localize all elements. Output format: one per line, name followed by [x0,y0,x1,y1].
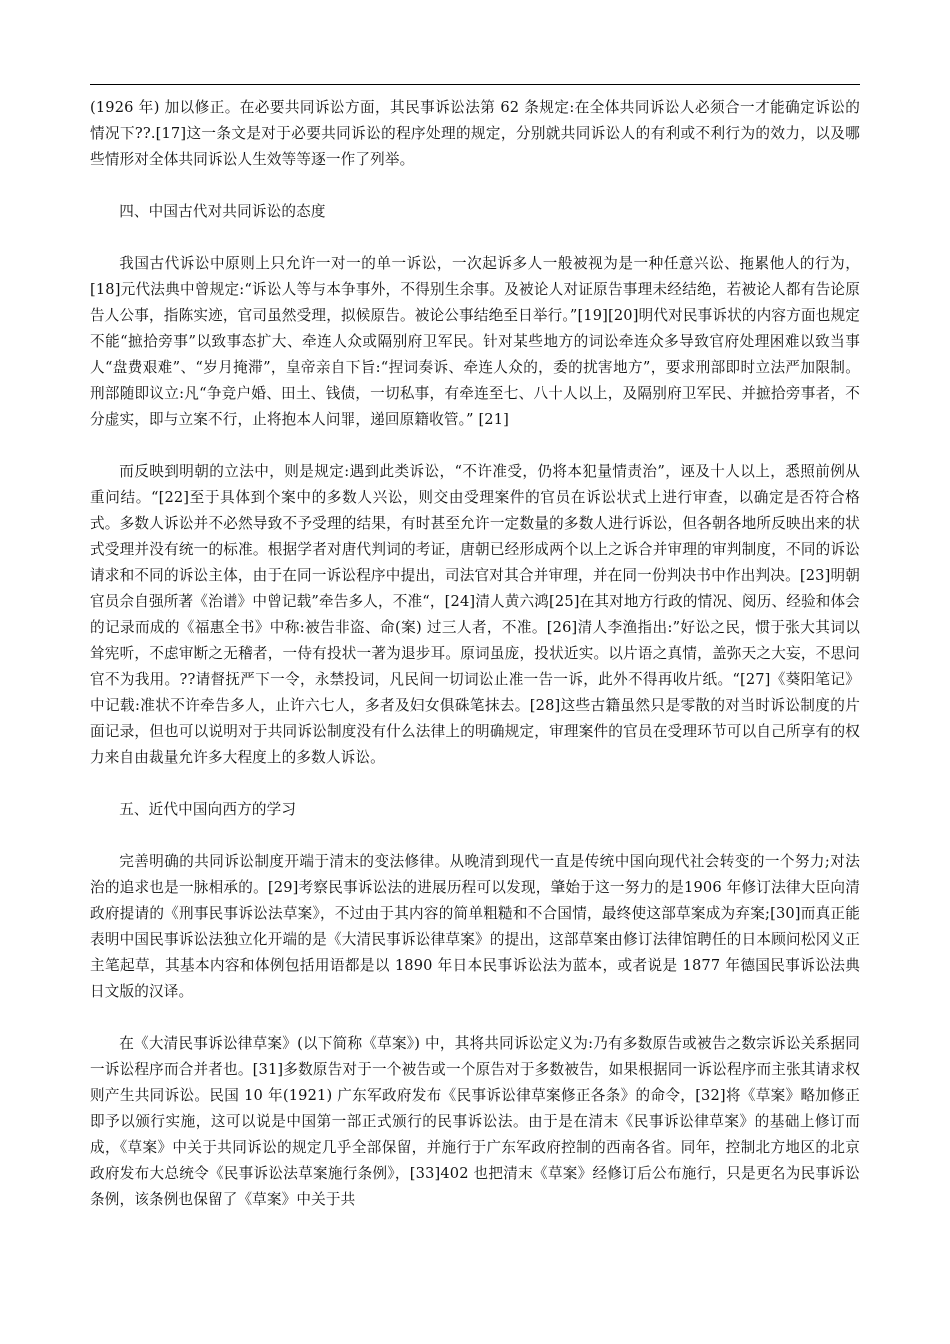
paragraph-ancient-litigation: 我国古代诉讼中原则上只允许一对一的单一诉讼，一次起诉多人一般被视为是一种任意兴讼、拖累他人的行为，[18]元代法典中曾规定:“诉讼人等与本争事外，不得别生余事。及被论人对证原告事理未经结绝，若被论人都有告论原告人公事，指陈实迹，官司虽然受理，拟候原告。被论公事结绝至日举行。”[19][20]明代对民事诉状的内容方面也规定不能“摭拾旁事”以致事态扩大、牵连人众或隔别府卫军民。针对某些地方的词讼牵连众多导致官府处理困难以致当事人“盘费艰难”、“岁月掩滞”，皇帝亲自下旨:“捏词奏诉、牵连人众的，委的扰害地方”，要求刑部即时立法严加限制。刑部随即议立:凡“争竞户婚、田土、钱债，一切私事，有牵连至七、八十人以上，及隔别府卫军民、并摭拾旁事者，不分虚实，即与立案不行，止将抱本人问罪，递回原籍收管。” [21] [90,255,860,428]
section-heading-5: 五、近代中国向西方的学习 [119,801,297,818]
paragraph-intro: (1926 年) 加以修正。在必要共同诉讼方面，其民事诉讼法第 62 条规定:在全体共同诉讼人必须合一才能确定诉讼的情况下??.[17]这一条文是对于必要共同诉讼的程序处理的规定，分别就共同诉讼人的有利或不利行为的效力，以及哪些情形对全体共同诉讼人生效等等逐一作了列举。 [90,99,860,168]
paragraph-qing-reform: 完善明确的共同诉讼制度开端于清末的变法修律。从晚清到现代一直是传统中国向现代社会转变的一个努力;对法治的追求也是一脉相承的。[29]考察民事诉讼法的进展历程可以发现，肇始于这一努力的是1906 年修订法律大臣向清政府提请的《刑事民事诉讼法草案》，不过由于其内容的简单粗糙和不合国情，最终使这部草案成为弃案;[30]而真正能表明中国民事诉讼法独立化开端的是《大清民事诉讼律草案》的提出，这部草案由修订法律馆聘任的日本顾问松冈义正主笔起草，其基本内容和体例包括用语都是以 1890 年日本民事诉讼法为蓝本，或者说是 1877 年德国民事诉讼法典日文版的汉译。 [90,853,860,1000]
paragraph-ming-legislation: 而反映到明朝的立法中，则是规定:遇到此类诉讼，“不许准受，仍将本犯量情责治”，诬及十人以上，悉照前例从重问结。“[22]至于具体到个案中的多数人兴讼，则交由受理案件的官员在诉讼状式上进行审查，以确定是否符合格式。多数人诉讼并不必然导致不予受理的结果，有时甚至允许一定数量的多数人进行诉讼，但各朝各地所反映出来的状式受理并没有统一的标准。根据学者对唐代判词的考证，唐朝已经形成两个以上之诉合并审理的审判制度，不同的诉讼请求和不同的诉讼主体，由于在同一诉讼程序中提出，司法官对其合并审理，并在同一份判决书中作出判决。[23]明朝官员佘自强所著《治谱》中曾记载”牵告多人，不准“，[24]清人黄六鸿[25]在其对地方行政的情况、阅历、经验和体会的记录而成的《福惠全书》中称:被告非盗、命(案) 过三人者，不准。[26]清人李渔指出:”好讼之民，惯于张大其词以耸宪听，不虑审断之无稽者，一侍有投状一著为退步耳。原词虽庞，投状近实。以片语之真情，盖弥天之大妄，不思问官不为我用。??请督抚严下一令，永禁投词，凡民间一切词讼止准一告一诉，此外不得再收片纸。“[27]《葵阳笔记》中记载:准状不许牵告多人，止许六七人，多者及妇女俱硃笔抹去。[28]这些古籍虽然只是零散的对当时诉讼制度的片面记录，但也可以说明对于共同诉讼制度没有什么法律上的明确规定，审理案件的官员在受理环节可以自己所享有的权力来自由裁量允许多大程度上的多数人诉讼。 [90,463,860,766]
section-heading-4: 四、中国古代对共同诉讼的态度 [119,203,326,220]
paragraph-draft-code: 在《大清民事诉讼律草案》(以下简称《草案》) 中，其将共同诉讼定义为:乃有多数原告或被告之数宗诉讼关系据同一诉讼程序而合并者也。[31]多数原告对于一个被告或一个原告对于多数被告，如果根据同一诉讼程序而主张其请求权则产生共同诉讼。民国 10 年(1921) 广东军政府发布《民事诉讼律草案修正各条》的命令，[32]将《草案》略加修正即予以颁行实施，这可以说是中国第一部正式颁行的民事诉讼法。由于是在清末《民事诉讼律草案》的基础上修订而成，《草案》中关于共同诉讼的规定几乎全部保留，并施行于广东军政府控制的西南各省。同年，控制北方地区的北京政府发布大总统令《民事诉讼法草案施行条例》，[33]402 也把清末《草案》经修订后公布施行，只是更名为民事诉讼条例，该条例也保留了《草案》中关于共 [90,1035,860,1208]
document-body [90,95,860,1213]
header-rule [90,84,860,85]
